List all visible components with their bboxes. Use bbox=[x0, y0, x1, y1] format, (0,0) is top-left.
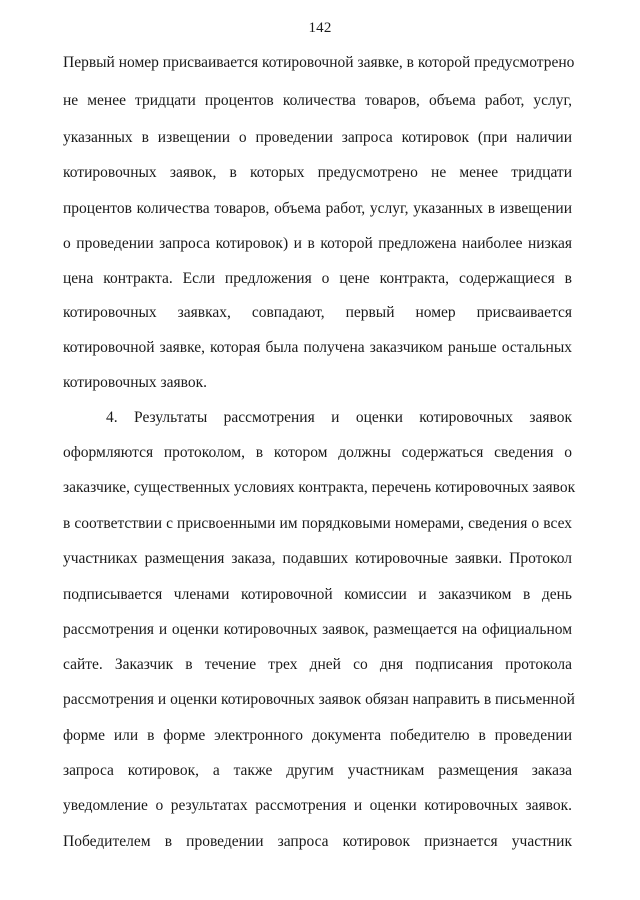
page-number: 142 bbox=[308, 20, 332, 36]
text-line: Победителем в проведении запроса котировок признается участник bbox=[63, 833, 572, 850]
text-line: форме или в форме электронного документа победителю в проведении bbox=[63, 727, 572, 744]
text-line: котировочных заявках, совпадают, первый номер присваивается bbox=[63, 304, 572, 321]
text-line: процентов количества товаров, объема работ, услуг, указанных в извещении bbox=[63, 200, 572, 217]
text-line: котировочной заявке, которая была получена заказчиком раньше остальных bbox=[63, 339, 572, 356]
text-line: уведомление о результатах рассмотрения и оценки котировочных заявок. bbox=[63, 797, 572, 814]
text-line: рассмотрения и оценки котировочных заявок обязан направить в письменной bbox=[63, 691, 575, 708]
text-line: в соответствии с присвоенными им порядковыми номерами, сведения о всех bbox=[63, 515, 572, 532]
text-line: не менее тридцати процентов количества товаров, объема работ, услуг, bbox=[63, 92, 572, 109]
text-line: Первый номер присваивается котировочной заявке, в которой предусмотрено bbox=[63, 54, 575, 71]
text-line: запроса котировок, а также другим участникам размещения заказа bbox=[63, 762, 572, 779]
text-line: участниках размещения заказа, подавших котировочные заявки. Протокол bbox=[63, 550, 572, 567]
text-line: оформляются протоколом, в котором должны содержаться сведения о bbox=[63, 444, 572, 461]
paragraph-start-line: 4. Результаты рассмотрения и оценки котировочных заявок bbox=[106, 409, 572, 426]
text-line: рассмотрения и оценки котировочных заявок, размещается на официальном bbox=[63, 621, 572, 638]
text-line: сайте. Заказчик в течение трех дней со дня подписания протокола bbox=[63, 656, 572, 673]
text-line: котировочных заявок. bbox=[63, 374, 208, 391]
text-line: подписывается членами котировочной комиссии и заказчиком в день bbox=[63, 586, 572, 603]
text-line: цена контракта. Если предложения о цене контракта, содержащиеся в bbox=[63, 270, 572, 287]
text-line: котировочных заявок, в которых предусмотрено не менее тридцати bbox=[63, 164, 572, 181]
text-line: заказчике, существенных условиях контракта, перечень котировочных заявок bbox=[63, 479, 576, 496]
text-line: о проведении запроса котировок) и в которой предложена наиболее низкая bbox=[63, 235, 572, 252]
text-line: указанных в извещении о проведении запроса котировок (при наличии bbox=[63, 129, 572, 146]
